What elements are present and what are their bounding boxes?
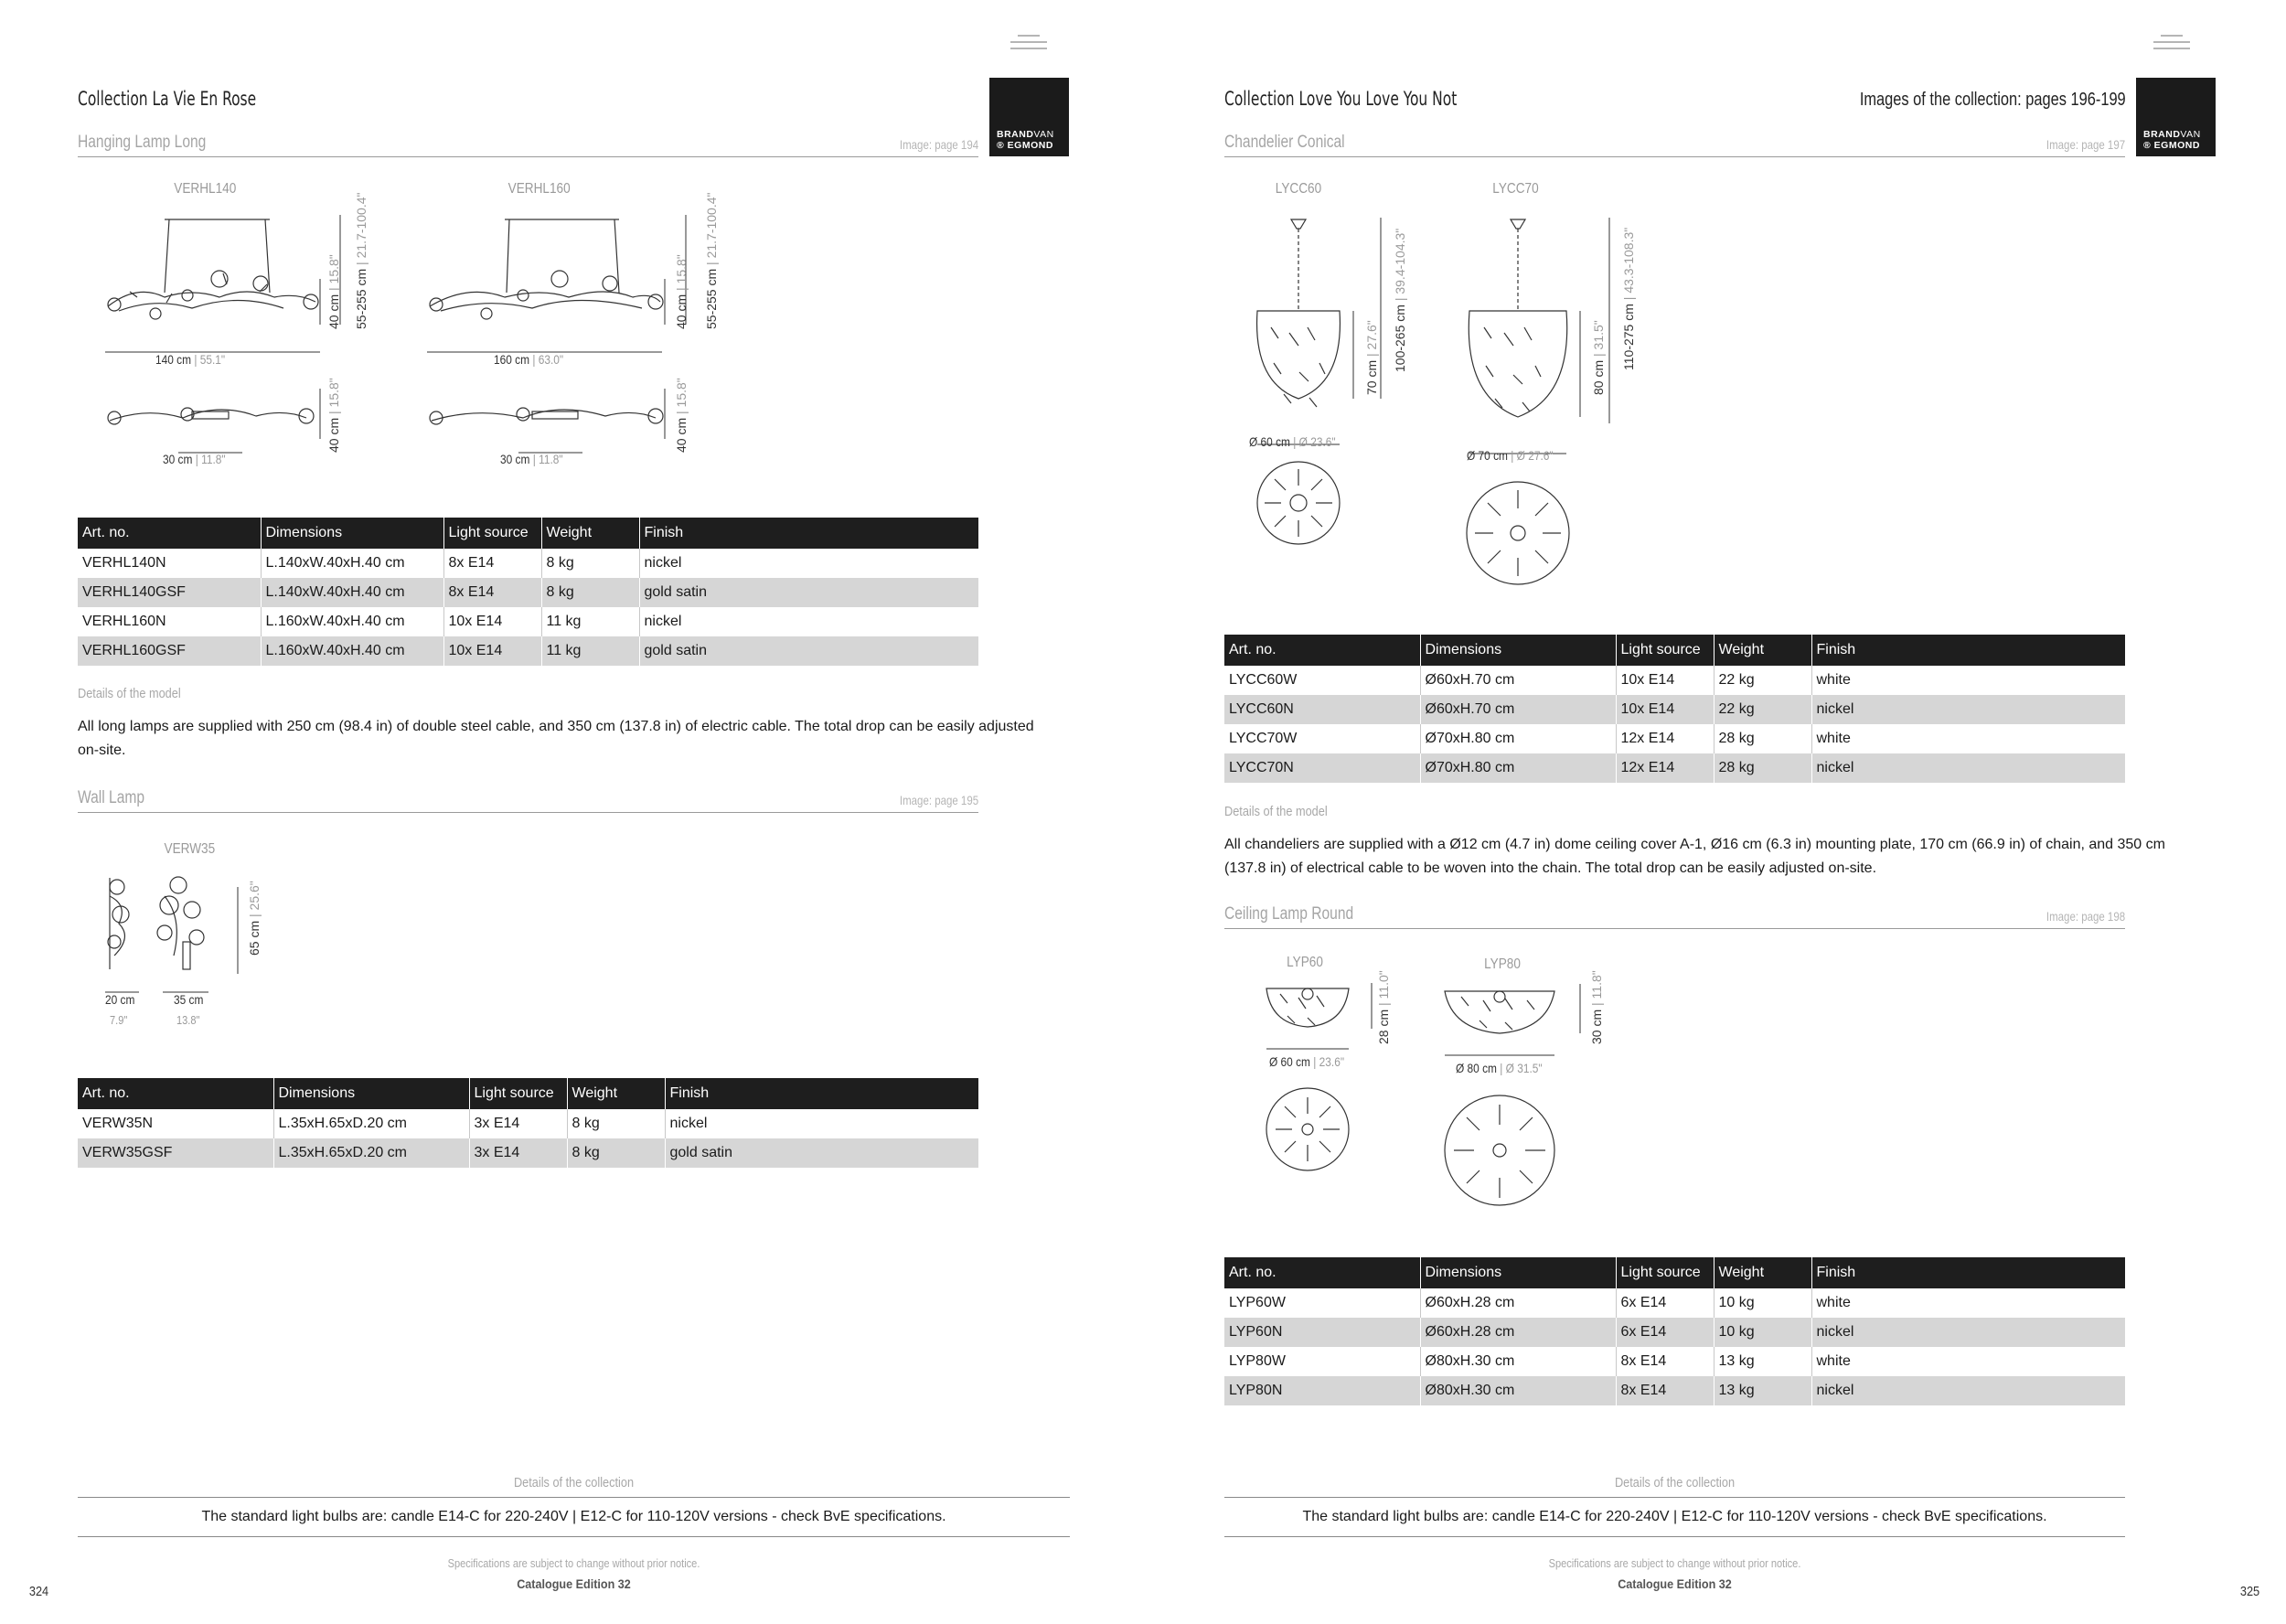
spec-table <box>1224 635 2125 783</box>
cell: Ø70xH.80 cm <box>1420 724 1616 753</box>
cell: 8 kg <box>567 1138 665 1168</box>
menu-icon[interactable] <box>1010 35 1047 55</box>
cell: white <box>1816 731 1851 746</box>
depth-dim: 20 cm <box>105 992 135 1007</box>
cell: L.35xH.65xD.20 cm <box>273 1109 469 1138</box>
cell: 10 kg <box>1714 1318 1811 1347</box>
cell: Ø60xH.70 cm <box>1420 695 1616 724</box>
cell: LYCC70W <box>1224 724 1420 753</box>
table-row <box>78 549 978 578</box>
cell: nickel <box>669 1116 708 1131</box>
height-dim: 28 cm | 11.0" <box>1376 970 1391 1044</box>
ceiling-lamp-drawing <box>1436 977 1655 1214</box>
spec-note: Specifications are subject to change without prior notice. <box>1548 1556 1801 1570</box>
table-row <box>78 1138 978 1168</box>
cell: LYCC70N <box>1224 753 1420 783</box>
width-dim: 160 cm | 63.0" <box>494 352 564 367</box>
cell: VERHL140GSF <box>78 578 261 607</box>
header-dimensions: Dimensions <box>1420 1257 1616 1288</box>
cell: gold satin <box>665 1138 978 1168</box>
depth-dim: 30 cm | 11.8" <box>163 452 226 466</box>
cell: 8x E14 <box>1616 1376 1714 1405</box>
brand-logo: BRANDVAN ® EGMOND <box>989 78 1069 156</box>
table-row <box>1224 1376 2125 1405</box>
model-label: LYP60 <box>1287 955 1323 970</box>
cell: 6x E14 <box>1616 1318 1714 1347</box>
cell: LYP80W <box>1224 1347 1420 1376</box>
cell: LYCC60W <box>1224 666 1420 695</box>
collection-title: Collection La Vie En Rose <box>78 88 257 110</box>
hanging-lamp-drawing <box>101 206 338 471</box>
spec-table <box>1224 1257 2125 1405</box>
height-dim: 40 cm | 15.8" <box>326 254 341 329</box>
drop-dim: 55-255 cm | 21.7-100.4" <box>704 192 719 329</box>
cell: 10 kg <box>1714 1288 1811 1318</box>
header-art-no: Art. no. <box>78 1078 273 1109</box>
cell: gold satin <box>639 636 978 666</box>
cell: VERW35GSF <box>78 1138 273 1168</box>
header-dimensions: Dimensions <box>273 1078 469 1109</box>
header-art-no: Art. no. <box>1224 1257 1420 1288</box>
spec-note: Specifications are subject to change without prior notice. <box>447 1556 700 1570</box>
page-number: 324 <box>28 1584 49 1599</box>
cell: VERHL140N <box>78 549 261 578</box>
height-dim: 30 cm | 11.8" <box>1589 970 1604 1044</box>
header-art-no: Art. no. <box>78 518 261 549</box>
cell: nickel <box>1811 1318 2125 1347</box>
collection-details-label: Details of the collection <box>1614 1475 1736 1490</box>
model-label: LYCC70 <box>1492 181 1539 197</box>
cell: nickel <box>644 555 682 571</box>
cell: white <box>1816 1295 1851 1310</box>
header-dimensions: Dimensions <box>1420 635 1616 666</box>
cell: 10x E14 <box>1616 666 1714 695</box>
header-weight: Weight <box>567 1078 665 1109</box>
cell: 22 kg <box>1714 695 1811 724</box>
cell: VERHL160GSF <box>78 636 261 666</box>
wall-lamp-drawing <box>101 869 256 1006</box>
catalogue-edition: Catalogue Edition 32 <box>517 1576 631 1591</box>
right-page <box>1143 0 2286 1624</box>
header-weight: Weight <box>541 518 639 549</box>
cell: nickel <box>644 614 682 629</box>
cell: L.140xW.40xH.40 cm <box>261 549 443 578</box>
model-label: LYCC60 <box>1275 181 1322 197</box>
hanging-lamp-drawing <box>422 206 688 471</box>
cell: LYP60W <box>1224 1288 1420 1318</box>
cell: L.140xW.40xH.40 cm <box>261 578 443 607</box>
cell: 10x E14 <box>443 636 541 666</box>
table-row <box>78 636 978 666</box>
collection-title: Collection Love You Love You Not <box>1224 88 1458 110</box>
diameter-dim: Ø 60 cm | 23.6" <box>1269 1054 1345 1069</box>
cell: VERHL160N <box>78 607 261 636</box>
table-row <box>1224 1318 2125 1347</box>
header-dimensions: Dimensions <box>261 518 443 549</box>
page-number: 325 <box>2239 1584 2260 1599</box>
cell: 12x E14 <box>1616 753 1714 783</box>
cell: VERW35N <box>78 1109 273 1138</box>
cell: 13 kg <box>1714 1347 1811 1376</box>
cell: 13 kg <box>1714 1376 1811 1405</box>
catalogue-edition: Catalogue Edition 32 <box>1618 1576 1732 1591</box>
bulbs-text: The standard light bulbs are: candle E14-C for 220-240V | E12-C for 110-120V versions - check BvE specifications. <box>78 1497 1070 1537</box>
cell: 8 kg <box>541 578 639 607</box>
table-header-row <box>1224 635 2125 666</box>
ceiling-lamp-drawing <box>1257 974 1440 1184</box>
cell: 28 kg <box>1714 724 1811 753</box>
table-header-row <box>1224 1257 2125 1288</box>
cell: 3x E14 <box>469 1109 567 1138</box>
header-finish: Finish <box>639 518 978 549</box>
cell: 8 kg <box>541 549 639 578</box>
section-header-wall: Wall Lamp Image: page 195 <box>78 788 978 813</box>
cell: nickel <box>1811 753 2125 783</box>
model-label: LYP80 <box>1484 956 1521 972</box>
diameter-dim: Ø 70 cm | Ø 27.6" <box>1467 448 1554 463</box>
diameter-dim: Ø 60 cm | Ø 23.6" <box>1249 434 1336 449</box>
chandelier-drawing <box>1244 208 1463 547</box>
cell: 11 kg <box>541 607 639 636</box>
cell: 22 kg <box>1714 666 1811 695</box>
diameter-dim: Ø 80 cm | Ø 31.5" <box>1456 1061 1543 1075</box>
model-label: VERHL160 <box>507 181 571 197</box>
cell: LYP80N <box>1224 1376 1420 1405</box>
header-light-source: Light source <box>443 518 541 549</box>
chandelier-drawing <box>1458 208 1696 565</box>
cell: Ø60xH.70 cm <box>1420 666 1616 695</box>
drop-dim: 110-275 cm | 43.3-108.3" <box>1621 227 1636 370</box>
cell: white <box>1816 672 1851 688</box>
cell: LYP60N <box>1224 1318 1420 1347</box>
table-row <box>1224 1288 2125 1318</box>
cell: 11 kg <box>541 636 639 666</box>
cell: L.160xW.40xH.40 cm <box>261 636 443 666</box>
table-row <box>1224 695 2125 724</box>
collection-images-ref: Images of the collection: pages 196-199 <box>1860 90 2126 110</box>
depth-dim: 30 cm | 11.8" <box>500 452 563 466</box>
table-row <box>1224 1347 2125 1376</box>
cell: 10x E14 <box>443 607 541 636</box>
cell: 3x E14 <box>469 1138 567 1168</box>
cell: Ø60xH.28 cm <box>1420 1318 1616 1347</box>
cell: 6x E14 <box>1616 1288 1714 1318</box>
header-art-no: Art. no. <box>1224 635 1420 666</box>
model-label: VERW35 <box>164 841 216 857</box>
cell: L.160xW.40xH.40 cm <box>261 607 443 636</box>
section-header-chandelier: Chandelier Conical Image: page 197 <box>1224 133 2125 157</box>
collection-details-label: Details of the collection <box>513 1475 635 1490</box>
cell: 8 kg <box>567 1109 665 1138</box>
side-height-dim: 40 cm | 15.8" <box>326 378 341 453</box>
cell: white <box>1816 1353 1851 1369</box>
height-dim: 40 cm | 15.8" <box>674 254 689 329</box>
table-row <box>78 1109 978 1138</box>
spec-table <box>78 1078 978 1168</box>
section-header-ceiling: Ceiling Lamp Round Image: page 198 <box>1224 904 2125 929</box>
table-row <box>1224 666 2125 695</box>
cell: Ø60xH.28 cm <box>1420 1288 1616 1318</box>
table-header-row <box>78 1078 978 1109</box>
brand-logo: BRANDVAN ® EGMOND <box>2136 78 2216 156</box>
header-finish: Finish <box>1811 635 2125 666</box>
cell: 8x E14 <box>443 549 541 578</box>
cell: Ø80xH.30 cm <box>1420 1347 1616 1376</box>
height-dim: 65 cm | 25.6" <box>247 881 262 956</box>
cell: L.35xH.65xD.20 cm <box>273 1138 469 1168</box>
header-light-source: Light source <box>1616 1257 1714 1288</box>
drop-dim: 100-265 cm | 39.4-104.3" <box>1393 228 1407 372</box>
cell: LYCC60N <box>1224 695 1420 724</box>
cell: nickel <box>1811 1376 2125 1405</box>
width-dim: 140 cm | 55.1" <box>155 352 226 367</box>
spec-table <box>78 518 978 666</box>
height-dim: 70 cm | 27.6" <box>1364 320 1379 395</box>
details-text: All chandeliers are supplied with a Ø12 cm (4.7 in) dome ceiling cover A-1, Ø16 cm (6.3 in) mounting plate, 170 cm (66.9 in) of chain, and 350 cm (137.8 in) of electrical cable to be woven into the chain. The total drop can be easily adjusted on-site. <box>1224 837 2165 876</box>
cell: nickel <box>1811 695 2125 724</box>
menu-icon[interactable] <box>2153 35 2190 55</box>
cell: 28 kg <box>1714 753 1811 783</box>
cell: Ø70xH.80 cm <box>1420 753 1616 783</box>
header-finish: Finish <box>665 1078 978 1109</box>
header-light-source: Light source <box>469 1078 567 1109</box>
cell: 8x E14 <box>1616 1347 1714 1376</box>
cell: 10x E14 <box>1616 695 1714 724</box>
header-weight: Weight <box>1714 1257 1811 1288</box>
table-row <box>78 607 978 636</box>
details-label: Details of the model <box>78 686 181 701</box>
cell: 12x E14 <box>1616 724 1714 753</box>
width-imp: 13.8" <box>176 1013 200 1027</box>
header-finish: Finish <box>1811 1257 2125 1288</box>
cell: 8x E14 <box>443 578 541 607</box>
side-height-dim: 40 cm | 15.8" <box>674 378 689 453</box>
cell: Ø80xH.30 cm <box>1420 1376 1616 1405</box>
depth-imp: 7.9" <box>110 1013 128 1027</box>
table-row <box>1224 724 2125 753</box>
header-light-source: Light source <box>1616 635 1714 666</box>
width-dim: 35 cm <box>174 992 204 1007</box>
details-text: All long lamps are supplied with 250 cm (98.4 in) of double steel cable, and 350 cm (137.8 in) of electric cable. The total drop can be easily adjusted on-site. <box>78 719 1034 758</box>
table-row <box>78 578 978 607</box>
table-header-row <box>78 518 978 549</box>
bulbs-text: The standard light bulbs are: candle E14-C for 220-240V | E12-C for 110-120V versions - check BvE specifications. <box>1224 1497 2125 1537</box>
height-dim: 80 cm | 31.5" <box>1591 320 1606 395</box>
section-header-hanging: Hanging Lamp Long Image: page 194 <box>78 133 978 157</box>
drop-dim: 55-255 cm | 21.7-100.4" <box>354 192 369 329</box>
header-weight: Weight <box>1714 635 1811 666</box>
cell: gold satin <box>639 578 978 607</box>
table-row <box>1224 753 2125 783</box>
model-label: VERHL140 <box>174 181 237 197</box>
details-label: Details of the model <box>1224 804 1328 819</box>
